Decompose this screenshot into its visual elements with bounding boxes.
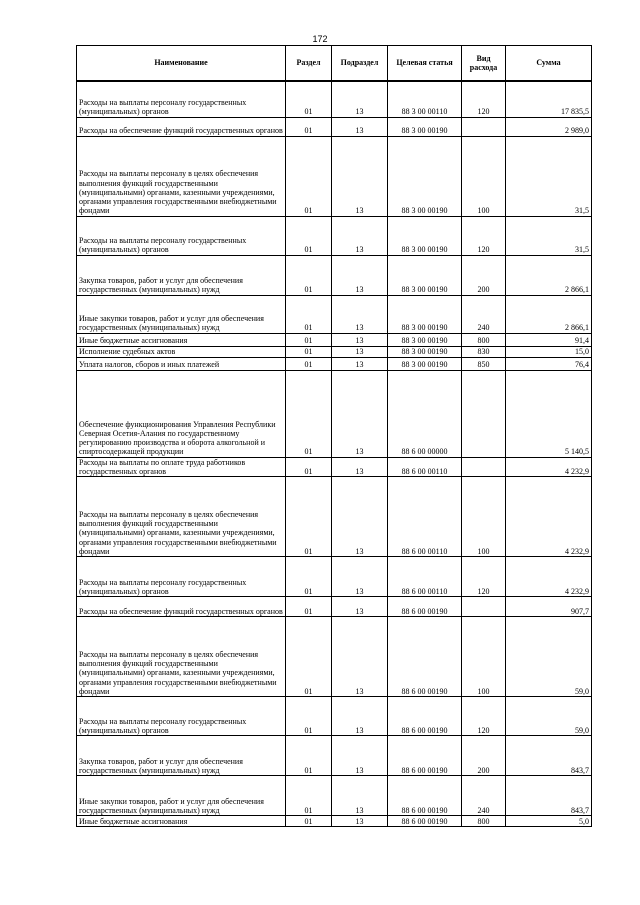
table-header-row <box>77 46 592 82</box>
table-row <box>77 476 592 556</box>
table-cell-name: Расходы на выплаты персоналу государственных (муниципальных) органов <box>77 556 286 596</box>
header-vid: Вид расхода <box>462 46 506 82</box>
table-row <box>77 457 592 476</box>
table-cell-summa: 15,0 <box>506 346 592 357</box>
table-cell-summa: 2 866,1 <box>506 295 592 333</box>
table-cell-statya: 88 3 00 00190 <box>388 357 462 370</box>
table-cell-razdel: 01 <box>286 346 332 357</box>
table-cell-razdel: 01 <box>286 117 332 136</box>
table-cell-name: Закупка товаров, работ и услуг для обеспечения государственных (муниципальных) нужд <box>77 735 286 775</box>
header-podrazdel: Подраздел <box>332 46 388 82</box>
table-cell-name: Иные бюджетные ассигнования <box>77 333 286 346</box>
header-razdel: Раздел <box>286 46 332 82</box>
table-cell-razdel: 01 <box>286 457 332 476</box>
table-row <box>77 216 592 255</box>
table-cell-razdel: 01 <box>286 357 332 370</box>
table-cell-statya: 88 6 00 00190 <box>388 775 462 815</box>
table-cell-summa: 4 232,9 <box>506 556 592 596</box>
table-cell-podrazdel: 13 <box>332 815 388 826</box>
table-cell-statya: 88 3 00 00190 <box>388 117 462 136</box>
table-cell-vid: 120 <box>462 216 506 255</box>
table-cell-summa: 2 989,0 <box>506 117 592 136</box>
table-cell-statya: 88 6 00 00110 <box>388 457 462 476</box>
table-cell-vid: 100 <box>462 476 506 556</box>
table-row <box>77 616 592 696</box>
table-cell-name: Иные закупки товаров, работ и услуг для обеспечения государственных (муниципальных) нужд <box>77 295 286 333</box>
table-cell-razdel: 01 <box>286 295 332 333</box>
table-cell-statya: 88 6 00 00110 <box>388 556 462 596</box>
table-cell-summa: 4 232,9 <box>506 457 592 476</box>
table-cell-name: Расходы на обеспечение функций государственных органов <box>77 596 286 616</box>
table-cell-summa: 907,7 <box>506 596 592 616</box>
table-cell-name: Уплата налогов, сборов и иных платежей <box>77 357 286 370</box>
table-cell-summa: 76,4 <box>506 357 592 370</box>
table-cell-statya: 88 6 00 00000 <box>388 370 462 457</box>
table-cell-name: Иные бюджетные ассигнования <box>77 815 286 826</box>
table-body <box>77 81 592 826</box>
table-cell-razdel: 01 <box>286 696 332 735</box>
table-cell-name: Расходы на выплаты персоналу в целях обеспечения выполнения функций государственными (муниципальными) органами, казенными учреждениями, органами управления государственными внебюджетными фондами <box>77 616 286 696</box>
table-cell-statya: 88 6 00 00190 <box>388 616 462 696</box>
table-cell-summa: 59,0 <box>506 616 592 696</box>
header-statya: Целевая статья <box>388 46 462 82</box>
table-cell-razdel: 01 <box>286 81 332 117</box>
table-cell-vid: 830 <box>462 346 506 357</box>
table-cell-vid <box>462 457 506 476</box>
table-row <box>77 117 592 136</box>
table-cell-statya: 88 3 00 00110 <box>388 81 462 117</box>
table-row <box>77 346 592 357</box>
table-cell-podrazdel: 13 <box>332 556 388 596</box>
table-row <box>77 596 592 616</box>
table-cell-summa: 2 866,1 <box>506 255 592 295</box>
table-cell-name: Расходы на выплаты персоналу в целях обеспечения выполнения функций государственными (муниципальными) органами, казенными учреждениями, органами управления государственными внебюджетными фондами <box>77 476 286 556</box>
table-cell-podrazdel: 13 <box>332 596 388 616</box>
table-cell-podrazdel: 13 <box>332 136 388 216</box>
table-cell-statya: 88 3 00 00190 <box>388 255 462 295</box>
table-cell-razdel: 01 <box>286 556 332 596</box>
table-cell-podrazdel: 13 <box>332 346 388 357</box>
table-cell-vid: 120 <box>462 556 506 596</box>
table-row <box>77 255 592 295</box>
table-cell-name: Расходы на выплаты персоналу государственных (муниципальных) органов <box>77 216 286 255</box>
page-number: 172 <box>312 34 328 44</box>
budget-table <box>76 45 592 827</box>
table-row <box>77 81 592 117</box>
table-cell-razdel: 01 <box>286 596 332 616</box>
table-row <box>77 696 592 735</box>
table-cell-vid <box>462 117 506 136</box>
table-row <box>77 815 592 826</box>
table-cell-vid: 100 <box>462 136 506 216</box>
table-cell-podrazdel: 13 <box>332 696 388 735</box>
table-cell-vid <box>462 596 506 616</box>
table-cell-vid: 200 <box>462 735 506 775</box>
table-row <box>77 333 592 346</box>
header-name: Наименование <box>77 46 286 82</box>
table-cell-razdel: 01 <box>286 775 332 815</box>
table-cell-podrazdel: 13 <box>332 255 388 295</box>
table-cell-razdel: 01 <box>286 216 332 255</box>
table-cell-summa: 4 232,9 <box>506 476 592 556</box>
table-cell-statya: 88 6 00 00190 <box>388 696 462 735</box>
table-cell-podrazdel: 13 <box>332 735 388 775</box>
table-row <box>77 295 592 333</box>
table-row <box>77 735 592 775</box>
table-cell-razdel: 01 <box>286 616 332 696</box>
table-cell-podrazdel: 13 <box>332 616 388 696</box>
table-cell-summa: 17 835,5 <box>506 81 592 117</box>
table-row <box>77 556 592 596</box>
table-cell-statya: 88 3 00 00190 <box>388 346 462 357</box>
table-cell-podrazdel: 13 <box>332 775 388 815</box>
table-row <box>77 775 592 815</box>
table-cell-vid: 200 <box>462 255 506 295</box>
table-cell-summa: 91,4 <box>506 333 592 346</box>
table-cell-razdel: 01 <box>286 815 332 826</box>
table-cell-vid: 120 <box>462 696 506 735</box>
table-cell-razdel: 01 <box>286 255 332 295</box>
table-cell-podrazdel: 13 <box>332 117 388 136</box>
table-cell-razdel: 01 <box>286 735 332 775</box>
table-cell-podrazdel: 13 <box>332 216 388 255</box>
table-cell-statya: 88 6 00 00110 <box>388 476 462 556</box>
table-cell-name: Исполнение судебных актов <box>77 346 286 357</box>
table-cell-name: Обеспечение функционирования Управления Республики Северная Осетия-Алания по государственному регулированию производства и оборота алкогольной и спиртосодержащей продукции <box>77 370 286 457</box>
table-cell-statya: 88 3 00 00190 <box>388 333 462 346</box>
table-cell-vid: 240 <box>462 775 506 815</box>
table-cell-name: Расходы на выплаты персоналу государственных (муниципальных) органов <box>77 81 286 117</box>
table-cell-name: Расходы на выплаты персоналу государственных (муниципальных) органов <box>77 696 286 735</box>
table-cell-name: Иные закупки товаров, работ и услуг для обеспечения государственных (муниципальных) нужд <box>77 775 286 815</box>
table-cell-vid: 240 <box>462 295 506 333</box>
table-cell-statya: 88 6 00 00190 <box>388 815 462 826</box>
table-cell-statya: 88 3 00 00190 <box>388 216 462 255</box>
table-cell-name: Расходы на выплаты по оплате труда работников государственных органов <box>77 457 286 476</box>
table-cell-summa: 5,0 <box>506 815 592 826</box>
table-cell-podrazdel: 13 <box>332 357 388 370</box>
table-cell-summa: 843,7 <box>506 775 592 815</box>
table-row <box>77 136 592 216</box>
header-summa: Сумма <box>506 46 592 82</box>
table-cell-podrazdel: 13 <box>332 370 388 457</box>
table-row <box>77 370 592 457</box>
table-cell-summa: 843,7 <box>506 735 592 775</box>
table-cell-razdel: 01 <box>286 136 332 216</box>
table-cell-podrazdel: 13 <box>332 476 388 556</box>
table-cell-statya: 88 6 00 00190 <box>388 735 462 775</box>
table-cell-name: Расходы на выплаты персоналу в целях обеспечения выполнения функций государственными (муниципальными) органами, казенными учреждениями, органами управления государственными внебюджетными фондами <box>77 136 286 216</box>
table-cell-vid: 800 <box>462 333 506 346</box>
table-cell-razdel: 01 <box>286 370 332 457</box>
table-cell-vid: 850 <box>462 357 506 370</box>
table-cell-podrazdel: 13 <box>332 333 388 346</box>
table-cell-name: Расходы на обеспечение функций государственных органов <box>77 117 286 136</box>
table-cell-name: Закупка товаров, работ и услуг для обеспечения государственных (муниципальных) нужд <box>77 255 286 295</box>
table-cell-summa: 31,5 <box>506 216 592 255</box>
table-cell-statya: 88 6 00 00190 <box>388 596 462 616</box>
table-cell-vid: 800 <box>462 815 506 826</box>
table-cell-statya: 88 3 00 00190 <box>388 136 462 216</box>
table-cell-summa: 5 140,5 <box>506 370 592 457</box>
table-row <box>77 357 592 370</box>
table-cell-vid <box>462 370 506 457</box>
table-cell-podrazdel: 13 <box>332 81 388 117</box>
table-cell-vid: 120 <box>462 81 506 117</box>
table-cell-vid: 100 <box>462 616 506 696</box>
table-cell-razdel: 01 <box>286 333 332 346</box>
table-cell-razdel: 01 <box>286 476 332 556</box>
table-cell-podrazdel: 13 <box>332 457 388 476</box>
table-cell-summa: 31,5 <box>506 136 592 216</box>
table-cell-statya: 88 3 00 00190 <box>388 295 462 333</box>
table-cell-podrazdel: 13 <box>332 295 388 333</box>
table-cell-summa: 59,0 <box>506 696 592 735</box>
